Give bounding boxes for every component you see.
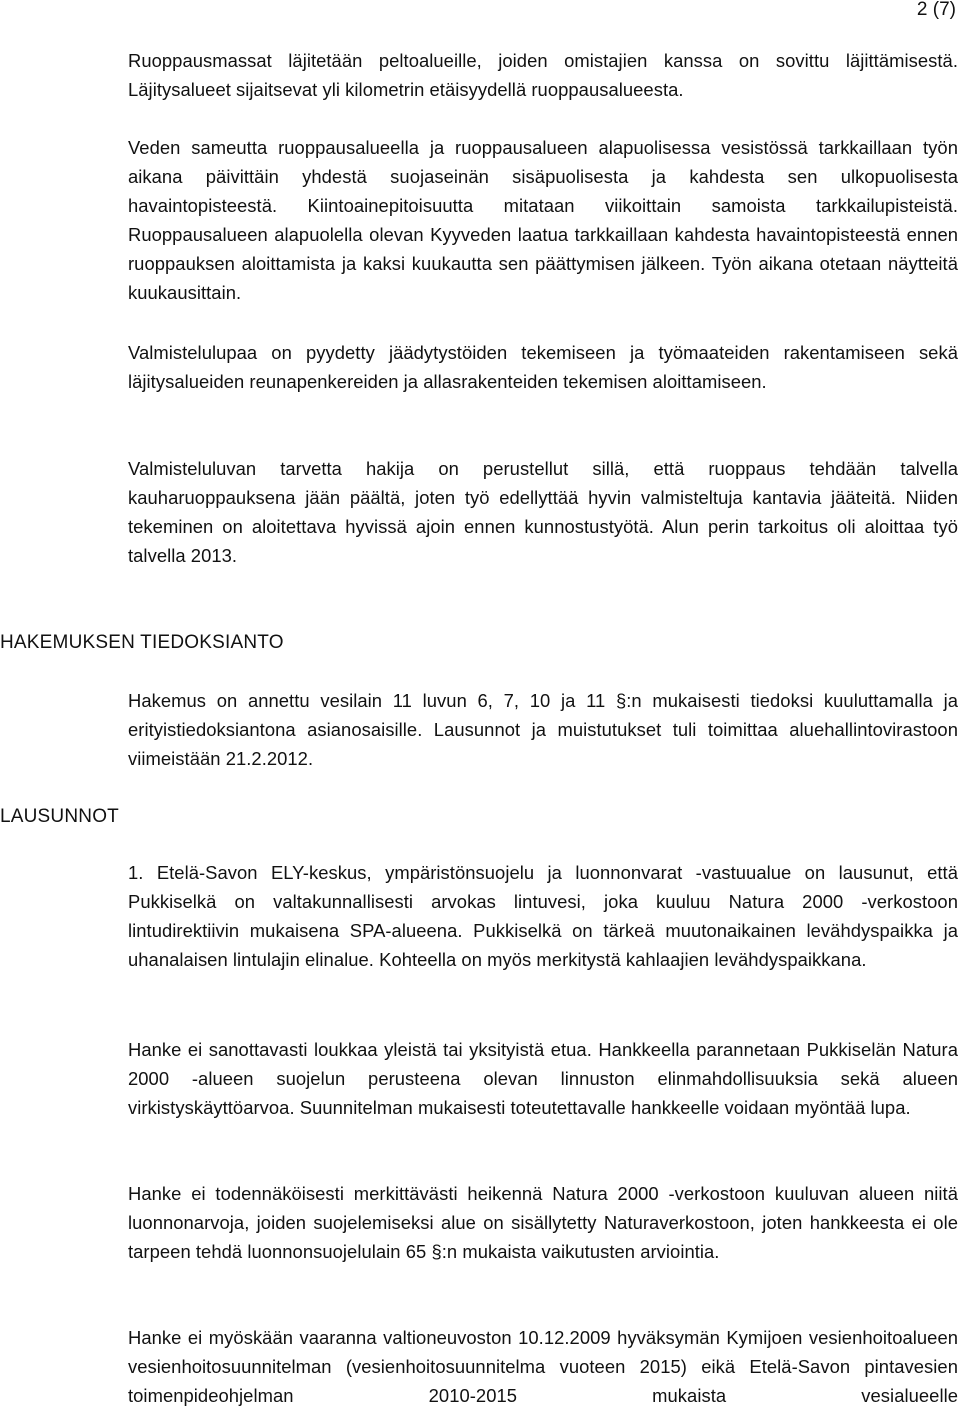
paragraph-tiedoksianto: Hakemus on annettu vesilain 11 luvun 6, 7, 10 ja 11 §:n mukaisesti tiedoksi kuuluttamalla ja erityistiedoksiantona asianosaisille. Lausunnot ja muistutukset tuli toimittaa aluehallintovirastoon viimeistään 21.2.2012. xyxy=(128,690,958,769)
paragraph-lausunto-vesienhoito: Hanke ei myöskään vaaranna valtioneuvoston 10.12.2009 hyväksymän Kymijoen vesienhoitoalueen vesienhoitosuunnitelman (vesienhoitosuunnitelma vuoteen 2015) eikä Etelä-Savon pintavesien toimenpideohjelman 2010-2015 mukaista vesialueelle xyxy=(128,1327,958,1406)
paragraph-preparation-permit: Valmistelulupaa on pyydetty jäädytystöiden tekemiseen ja työmaateiden rakentamiseen sekä läjitysalueiden reunapenkereiden ja allasrakenteiden tekemisen aloittamiseen. xyxy=(128,342,958,392)
section-heading-lausunnot: LAUSUNNOT xyxy=(0,806,119,827)
paragraph-lausunto-natura: Hanke ei todennäköisesti merkittävästi heikennä Natura 2000 -verkostoon kuuluvan alueen niitä luonnonarvoja, joiden suojelemiseksi alue on sisällytetty Naturaverkostoon, joten hankkeesta ei ole tarpeen tehdä luonnonsuojelulain 65 §:n mukaista vaikutusten arviointia. xyxy=(128,1183,958,1262)
paragraph-lausunto-ely: 1. Etelä-Savon ELY-keskus, ympäristönsuojelu ja luonnonvarat -vastuualue on lausunut, että Pukkiselkä on valtakunnallisesti arvokas lintuvesi, joka kuuluu Natura 2000 -verkostoon lintudirektiivin mukaisena SPA-alueena. Pukkiselkä on tärkeä muutonaikainen levähdyspaikka ja uhanalaisen lintulajin elinalue. Kohteella on myös merkitystä kahlaajien levähdyspaikkana. xyxy=(128,862,958,970)
paragraph-turbidity-monitoring: Veden sameutta ruoppausalueella ja ruoppausalueen alapuolisessa vesistössä tarkkaillaan työn aikana päivittäin yhdestä suojaseinän sisäpuolisesta ja kahdesta sen ulkopuolisesta havaintopisteestä. Kiintoainepitoisuutta mitataan viikoittain samoista tarkkailupisteistä. Ruoppausalueen alapuolella olevan Kyyveden laatua tarkkaillaan kahdesta havaintopisteestä ennen ruoppauksen aloittamista ja kaksi kuukautta sen päättymisen jälkeen. Työn aikana otetaan näytteitä kuukausittain. xyxy=(128,137,958,303)
section-heading-tiedoksianto: HAKEMUKSEN TIEDOKSIANTO xyxy=(0,632,284,653)
paragraph-dredging-deposit: Ruoppausmassat läjitetään peltoalueille, joiden omistajien kanssa on sovittu läjittämisestä. Läjitysalueet sijaitsevat yli kilometrin etäisyydellä ruoppausalueesta. xyxy=(128,50,958,100)
paragraph-lausunto-etu: Hanke ei sanottavasti loukkaa yleistä tai yksityistä etua. Hankkeella parannetaan Pukkiselän Natura 2000 -alueen suojelun perusteena olevan linnuston elinmahdollisuuksia sekä alueen virkistyskäyttöarvoa. Suunnitelman mukaisesti toteutettavalle hankkeelle voidaan myöntää lupa. xyxy=(128,1039,958,1118)
page-number: 2 (7) xyxy=(916,0,956,20)
paragraph-preparation-justification: Valmisteluluvan tarvetta hakija on perustellut sillä, että ruoppaus tehdään talvella kauharuoppauksena jään päältä, joten työ edellyttää hyvin valmisteltuja kantavia jääteitä. Niiden tekeminen on aloitettava hyvissä ajoin ennen kunnostustyötä. Alun perin tarkoitus oli aloittaa työ talvella 2013. xyxy=(128,458,958,566)
